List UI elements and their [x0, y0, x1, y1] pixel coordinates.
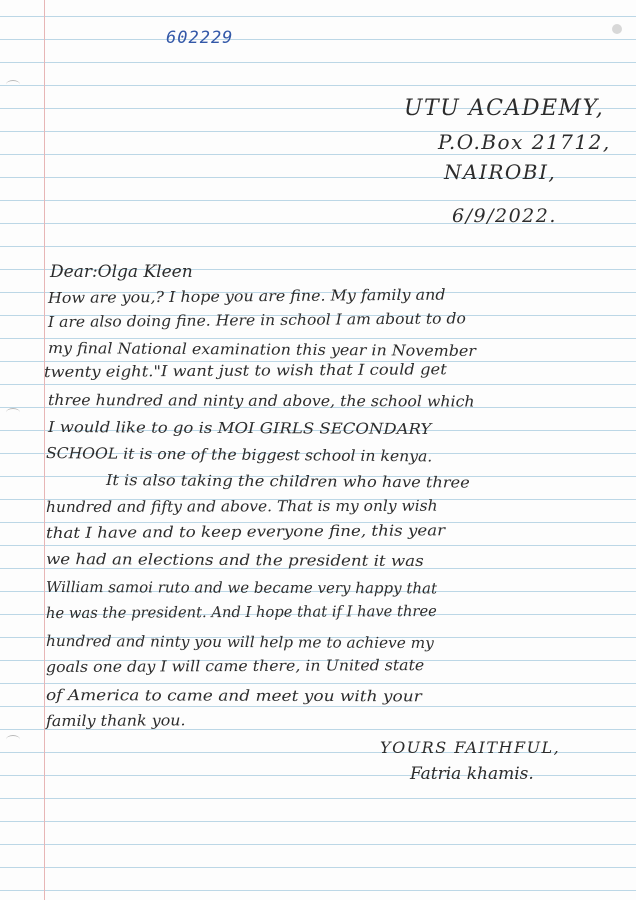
- body-line: William samoi ruto and we became very happy that: [45, 578, 438, 598]
- address-line-2: P.O.Box 21712,: [438, 130, 611, 154]
- body-line: twenty eight."I want just to wish that I could get: [43, 360, 447, 381]
- body-line: I would like to go is MOI GIRLS SECONDARY: [47, 418, 432, 439]
- reference-number: 602229: [166, 28, 234, 48]
- address-line-3: NAIROBI,: [444, 160, 557, 184]
- body-line: my final National examination this year in November: [47, 339, 476, 360]
- body-line: I are also doing fine. Here in school I am about to do: [47, 309, 466, 331]
- body-line: It is also taking the children who have three: [105, 471, 470, 492]
- body-line: three hundred and ninty and above, the school which: [47, 391, 475, 411]
- body-line: SCHOOL it is one of the biggest school in kenya.: [45, 444, 433, 466]
- body-line: hundred and fifty and above. That is my only wish: [45, 496, 438, 516]
- body-line: How are you,? I hope you are fine. My family and: [47, 285, 446, 307]
- body-line: of America to came and meet you with your: [45, 686, 422, 706]
- paper-mark: [612, 24, 622, 34]
- binder-hole: [6, 408, 20, 417]
- address-line-1: UTU ACADEMY,: [404, 96, 605, 121]
- closing: YOURS FAITHFUL,: [380, 738, 561, 757]
- signature: Fatria khamis.: [410, 764, 534, 784]
- body-line: family thank you.: [45, 711, 186, 730]
- letter-date: 6/9/2022.: [452, 205, 557, 227]
- body-line: that I have and to keep everyone fine, this year: [45, 521, 446, 542]
- body-line: hundred and ninty you will help me to achieve my: [45, 632, 434, 653]
- binder-hole: [6, 735, 20, 744]
- salutation: Dear:Olga Kleen: [50, 262, 193, 282]
- body-line: goals one day I will came there, in United state: [45, 656, 425, 676]
- body-line: we had an elections and the president it was: [45, 550, 424, 570]
- binder-hole: [6, 80, 20, 89]
- body-line: he was the president. And I hope that if I have three: [45, 601, 437, 622]
- margin-line: [44, 0, 45, 900]
